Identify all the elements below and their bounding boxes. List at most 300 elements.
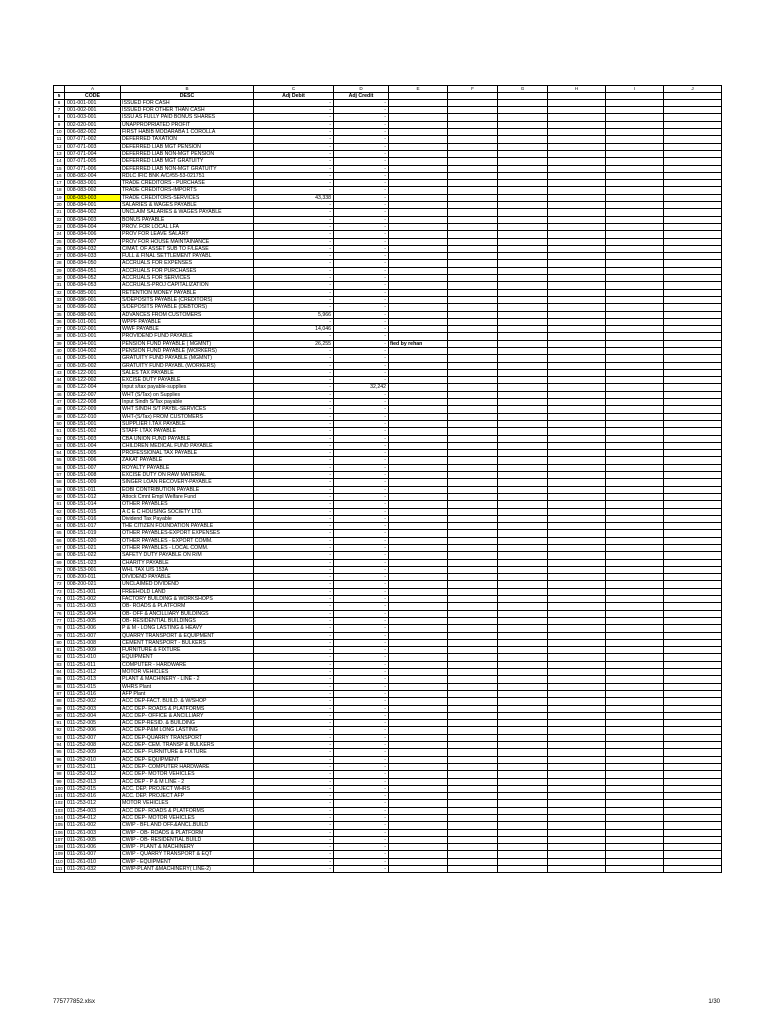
adj-credit-value: - <box>334 552 389 559</box>
empty-cell <box>498 523 548 530</box>
table-row <box>54 683 722 690</box>
adj-credit-value: - <box>334 632 389 639</box>
empty-cell <box>548 720 606 727</box>
row-number: 54 <box>54 450 65 457</box>
empty-cell <box>606 136 664 143</box>
table-row <box>54 158 722 165</box>
table-row <box>54 771 722 778</box>
adj-credit-value: - <box>334 238 389 245</box>
adj-debit-value: - <box>254 107 334 114</box>
empty-cell <box>606 720 664 727</box>
empty-cell <box>498 858 548 865</box>
table-row <box>54 187 722 194</box>
row-number: 96 <box>54 756 65 763</box>
empty-cell <box>548 457 606 464</box>
account-description: P & M - LONG LASTING & HEAVY <box>121 625 254 632</box>
row-number: 87 <box>54 690 65 697</box>
empty-cell <box>498 209 548 216</box>
empty-cell <box>498 793 548 800</box>
account-code: 008-083-001 <box>65 180 121 187</box>
row-number: 18 <box>54 187 65 194</box>
table-row <box>54 377 722 384</box>
empty-cell <box>448 676 498 683</box>
account-description: WHT-(S/Tax) FROM CUSTOMERS <box>121 413 254 420</box>
account-description: AFP Plant <box>121 690 254 697</box>
adj-credit-value: - <box>334 399 389 406</box>
row-number: 65 <box>54 530 65 537</box>
empty-cell <box>389 581 448 588</box>
account-description: PLANT & MACHINERY - LINE - 2 <box>121 676 254 683</box>
empty-cell <box>389 639 448 646</box>
adj-credit-value: - <box>334 150 389 157</box>
row-number: 59 <box>54 486 65 493</box>
empty-cell <box>664 275 722 282</box>
row-number: 26 <box>54 245 65 252</box>
empty-cell <box>389 698 448 705</box>
empty-cell <box>664 172 722 179</box>
account-code: 011-251-015 <box>65 683 121 690</box>
account-description: THE CITIZEN FOUNDATION PAYABLE <box>121 523 254 530</box>
empty-cell <box>498 596 548 603</box>
empty-cell <box>664 362 722 369</box>
empty-cell <box>664 114 722 121</box>
empty-cell <box>448 377 498 384</box>
account-code: 008-084-053 <box>65 282 121 289</box>
empty-cell <box>664 581 722 588</box>
adj-debit-value: - <box>254 289 334 296</box>
account-code: 011-261-007 <box>65 851 121 858</box>
account-description: ROYALTY PAYABLE <box>121 464 254 471</box>
table-row <box>54 296 722 303</box>
empty-cell <box>664 800 722 807</box>
row-number: 10 <box>54 129 65 136</box>
empty-cell <box>548 399 606 406</box>
adj-credit-value: - <box>334 676 389 683</box>
table-row <box>54 165 722 172</box>
empty-cell <box>498 253 548 260</box>
adj-credit-value: - <box>334 435 389 442</box>
empty-cell <box>498 661 548 668</box>
table-row <box>54 654 722 661</box>
empty-cell <box>664 216 722 223</box>
adj-credit-value: - <box>334 610 389 617</box>
table-row <box>54 355 722 362</box>
adj-debit-value: - <box>254 661 334 668</box>
empty-cell <box>498 669 548 676</box>
empty-cell <box>498 121 548 128</box>
column-letter: E <box>389 86 448 93</box>
adj-debit-value: - <box>254 428 334 435</box>
empty-cell <box>498 654 548 661</box>
empty-cell <box>448 194 498 201</box>
header-adj-debit: Adj Debit <box>254 92 334 99</box>
account-description: ACC. DEP. PROJECT WHRS <box>121 785 254 792</box>
empty-cell <box>448 866 498 873</box>
adj-debit-value: - <box>254 734 334 741</box>
adj-debit-value: - <box>254 442 334 449</box>
empty-cell <box>664 464 722 471</box>
empty-cell <box>548 596 606 603</box>
empty-cell <box>448 581 498 588</box>
empty-cell <box>498 143 548 150</box>
adj-credit-value: - <box>334 377 389 384</box>
empty-cell <box>448 742 498 749</box>
empty-cell <box>448 515 498 522</box>
empty-cell <box>389 326 448 333</box>
account-description: DEFERRED LIAB MGT PENSION <box>121 143 254 150</box>
empty-cell <box>548 209 606 216</box>
empty-cell <box>389 238 448 245</box>
empty-cell <box>498 180 548 187</box>
empty-cell <box>448 165 498 172</box>
account-description: ACC DEP- COMPUTER HARDWARE <box>121 763 254 770</box>
table-row <box>54 435 722 442</box>
empty-cell <box>498 223 548 230</box>
empty-cell <box>664 508 722 515</box>
empty-cell <box>448 275 498 282</box>
empty-cell <box>606 654 664 661</box>
adj-credit-value: - <box>334 683 389 690</box>
adj-credit-value: - <box>334 530 389 537</box>
adj-debit-value: - <box>254 756 334 763</box>
row-number: 75 <box>54 603 65 610</box>
table-row <box>54 406 722 413</box>
empty-cell <box>498 92 548 99</box>
row-number: 64 <box>54 523 65 530</box>
empty-cell <box>389 296 448 303</box>
account-code: 008-084-052 <box>65 275 121 282</box>
row-number: 45 <box>54 384 65 391</box>
empty-cell <box>664 537 722 544</box>
empty-cell <box>606 457 664 464</box>
empty-cell <box>606 836 664 843</box>
adj-debit-value: - <box>254 143 334 150</box>
empty-cell <box>448 391 498 398</box>
adj-debit-value: - <box>254 99 334 106</box>
empty-cell <box>498 683 548 690</box>
trial-balance-table <box>53 85 722 873</box>
empty-cell <box>606 647 664 654</box>
empty-cell <box>548 727 606 734</box>
empty-cell <box>498 625 548 632</box>
adj-debit-value: - <box>254 165 334 172</box>
account-description: ACC DEP-P&M LONG LASTING <box>121 727 254 734</box>
table-row <box>54 501 722 508</box>
account-code: 008-084-001 <box>65 202 121 209</box>
row-number: 62 <box>54 508 65 515</box>
account-code: 008-085-001 <box>65 289 121 296</box>
empty-cell <box>498 450 548 457</box>
account-code: 008-122-002 <box>65 377 121 384</box>
empty-cell <box>498 326 548 333</box>
account-description: ACCRUALS FOR SERVICES <box>121 275 254 282</box>
empty-cell <box>664 289 722 296</box>
empty-cell <box>389 625 448 632</box>
adj-credit-value: - <box>334 661 389 668</box>
adj-credit-value: - <box>334 647 389 654</box>
table-row <box>54 399 722 406</box>
empty-cell <box>606 574 664 581</box>
empty-cell <box>448 260 498 267</box>
empty-cell <box>606 814 664 821</box>
adj-credit-value: - <box>334 340 389 347</box>
row-number: 17 <box>54 180 65 187</box>
account-code: 011-253-012 <box>65 800 121 807</box>
empty-cell <box>606 428 664 435</box>
row-number: 50 <box>54 420 65 427</box>
account-description: SINGER LOAN RECOVERY-PAYABLE <box>121 479 254 486</box>
empty-cell <box>548 231 606 238</box>
empty-cell <box>548 552 606 559</box>
empty-cell <box>664 136 722 143</box>
empty-cell <box>606 158 664 165</box>
empty-cell <box>664 92 722 99</box>
adj-credit-value: - <box>334 136 389 143</box>
empty-cell <box>664 202 722 209</box>
row-number: 49 <box>54 413 65 420</box>
account-description: OTHER PAYABLES <box>121 501 254 508</box>
empty-cell <box>606 479 664 486</box>
account-code: 011-252-007 <box>65 734 121 741</box>
account-description: ACC DEP- FURNITURE & FIXTURE <box>121 749 254 756</box>
empty-cell <box>498 508 548 515</box>
row-number: 80 <box>54 639 65 646</box>
empty-cell <box>389 399 448 406</box>
row-number: 36 <box>54 318 65 325</box>
adj-debit-value: - <box>254 515 334 522</box>
empty-cell <box>548 180 606 187</box>
account-description: EQUIPMENT <box>121 654 254 661</box>
empty-cell <box>606 472 664 479</box>
account-description: OB- OFF & ANCILLIARY BUILDINGS <box>121 610 254 617</box>
empty-cell <box>606 727 664 734</box>
adj-credit-value: - <box>334 180 389 187</box>
empty-cell <box>606 238 664 245</box>
adj-credit-value: - <box>334 785 389 792</box>
account-description: WHT (S/Tax) on Supplies <box>121 391 254 398</box>
table-row <box>54 632 722 639</box>
adj-credit-value: - <box>334 508 389 515</box>
empty-cell <box>389 165 448 172</box>
account-description: STAFF I.TAX PAYABLE <box>121 428 254 435</box>
row-number: 107 <box>55 836 63 842</box>
empty-cell <box>548 625 606 632</box>
row-number: 5 <box>54 92 65 99</box>
empty-cell <box>448 559 498 566</box>
adj-credit-value: - <box>334 369 389 376</box>
adj-debit-value: - <box>254 180 334 187</box>
empty-cell <box>548 355 606 362</box>
account-description: ACC DEP- MOTOR VEHICLES <box>121 814 254 821</box>
account-description: SALARIES & WAGES PAYABLE <box>121 202 254 209</box>
empty-cell <box>548 778 606 785</box>
empty-cell <box>664 756 722 763</box>
empty-cell <box>606 749 664 756</box>
empty-cell <box>448 99 498 106</box>
account-description: ZAKAT PAYABLE <box>121 457 254 464</box>
account-description: PENSION FUND PAYABLE ( MGMNT) <box>121 340 254 347</box>
empty-cell <box>606 683 664 690</box>
empty-cell <box>389 442 448 449</box>
adj-debit-value: - <box>254 639 334 646</box>
empty-cell <box>606 800 664 807</box>
empty-cell <box>448 807 498 814</box>
empty-cell <box>498 99 548 106</box>
empty-cell <box>389 530 448 537</box>
row-number: 61 <box>54 501 65 508</box>
account-code: 011-254-012 <box>65 814 121 821</box>
empty-cell <box>389 245 448 252</box>
account-code: 008-084-032 <box>65 245 121 252</box>
adj-credit-value: - <box>334 698 389 705</box>
empty-cell <box>448 399 498 406</box>
column-letter: B <box>121 86 254 93</box>
empty-cell <box>548 464 606 471</box>
empty-cell <box>548 406 606 413</box>
adj-credit-value: - <box>334 851 389 858</box>
empty-cell <box>498 537 548 544</box>
account-code: 008-151-006 <box>65 457 121 464</box>
account-description: Input s/tax payable-supplies <box>121 384 254 391</box>
empty-cell <box>606 501 664 508</box>
account-description: TRADE CREDITORS - PURCHASE <box>121 180 254 187</box>
table-row <box>54 275 722 282</box>
table-row <box>54 479 722 486</box>
empty-cell <box>498 158 548 165</box>
empty-cell <box>606 143 664 150</box>
empty-cell <box>664 617 722 624</box>
column-letter: J <box>664 86 722 93</box>
empty-cell <box>389 647 448 654</box>
empty-cell <box>389 866 448 873</box>
table-row <box>54 289 722 296</box>
empty-cell <box>606 858 664 865</box>
empty-cell <box>664 406 722 413</box>
adj-debit-value: - <box>254 318 334 325</box>
adj-credit-value: - <box>334 727 389 734</box>
account-code: 008-086-001 <box>65 296 121 303</box>
table-row <box>54 603 722 610</box>
adj-debit-value: - <box>254 727 334 734</box>
empty-cell <box>389 545 448 552</box>
empty-cell <box>664 552 722 559</box>
account-code: 011-252-002 <box>65 698 121 705</box>
empty-cell <box>498 464 548 471</box>
row-number: 27 <box>54 253 65 260</box>
empty-cell <box>664 639 722 646</box>
empty-cell <box>498 260 548 267</box>
row-number: 90 <box>54 712 65 719</box>
empty-cell <box>548 333 606 340</box>
empty-cell <box>548 136 606 143</box>
empty-cell <box>389 829 448 836</box>
empty-cell <box>389 158 448 165</box>
account-code: 008-151-021 <box>65 545 121 552</box>
empty-cell <box>448 267 498 274</box>
adj-debit-value: - <box>254 822 334 829</box>
account-code: 001-003-001 <box>65 114 121 121</box>
adj-credit-value: - <box>334 771 389 778</box>
empty-cell <box>389 734 448 741</box>
empty-cell <box>498 129 548 136</box>
table-row <box>54 253 722 260</box>
empty-cell <box>498 588 548 595</box>
empty-cell <box>448 362 498 369</box>
empty-cell <box>606 639 664 646</box>
empty-cell <box>389 209 448 216</box>
adj-debit-value: - <box>254 202 334 209</box>
table-row <box>54 260 722 267</box>
account-code: 011-251-003 <box>65 603 121 610</box>
empty-cell <box>498 734 548 741</box>
account-code: 008-084-003 <box>65 216 121 223</box>
adj-credit-value: - <box>334 296 389 303</box>
empty-cell <box>664 253 722 260</box>
empty-cell <box>389 121 448 128</box>
adj-debit-value: - <box>254 603 334 610</box>
adj-credit-value: - <box>334 187 389 194</box>
table-row <box>54 311 722 318</box>
empty-cell <box>664 209 722 216</box>
row-number: 93 <box>54 734 65 741</box>
empty-cell <box>498 559 548 566</box>
adj-debit-value: - <box>254 391 334 398</box>
table-row <box>54 107 722 114</box>
empty-cell <box>606 318 664 325</box>
row-number: 105 <box>55 822 63 828</box>
empty-cell <box>606 114 664 121</box>
account-description: UNAPPROPRIATED PROFIT <box>121 121 254 128</box>
empty-cell <box>448 114 498 121</box>
empty-cell <box>448 654 498 661</box>
adj-debit-value: - <box>254 457 334 464</box>
account-code: 008-151-022 <box>65 552 121 559</box>
empty-cell <box>548 479 606 486</box>
account-code: 011-252-011 <box>65 763 121 770</box>
account-description: CHILDREN MEDICAL FUND PAYABLE <box>121 442 254 449</box>
row-number: 51 <box>54 428 65 435</box>
empty-cell <box>548 442 606 449</box>
account-description: TRADE CREDITORS-SERVICES <box>121 194 254 201</box>
adj-debit-value: - <box>254 625 334 632</box>
empty-cell <box>664 793 722 800</box>
empty-cell <box>498 282 548 289</box>
empty-cell <box>448 844 498 851</box>
row-number: 76 <box>54 610 65 617</box>
empty-cell <box>389 150 448 157</box>
empty-cell <box>498 617 548 624</box>
adj-debit-value: - <box>254 654 334 661</box>
empty-cell <box>389 369 448 376</box>
adj-credit-value: - <box>334 858 389 865</box>
row-number: 79 <box>54 632 65 639</box>
empty-cell <box>448 669 498 676</box>
empty-cell <box>606 537 664 544</box>
table-row <box>54 866 722 873</box>
empty-cell <box>664 391 722 398</box>
empty-cell <box>389 683 448 690</box>
adj-credit-value: - <box>334 442 389 449</box>
empty-cell <box>498 296 548 303</box>
empty-cell <box>498 742 548 749</box>
adj-debit-value: - <box>254 413 334 420</box>
empty-cell <box>664 486 722 493</box>
empty-cell <box>664 143 722 150</box>
empty-cell <box>498 785 548 792</box>
table-row <box>54 413 722 420</box>
empty-cell <box>606 588 664 595</box>
row-number: 85 <box>54 676 65 683</box>
